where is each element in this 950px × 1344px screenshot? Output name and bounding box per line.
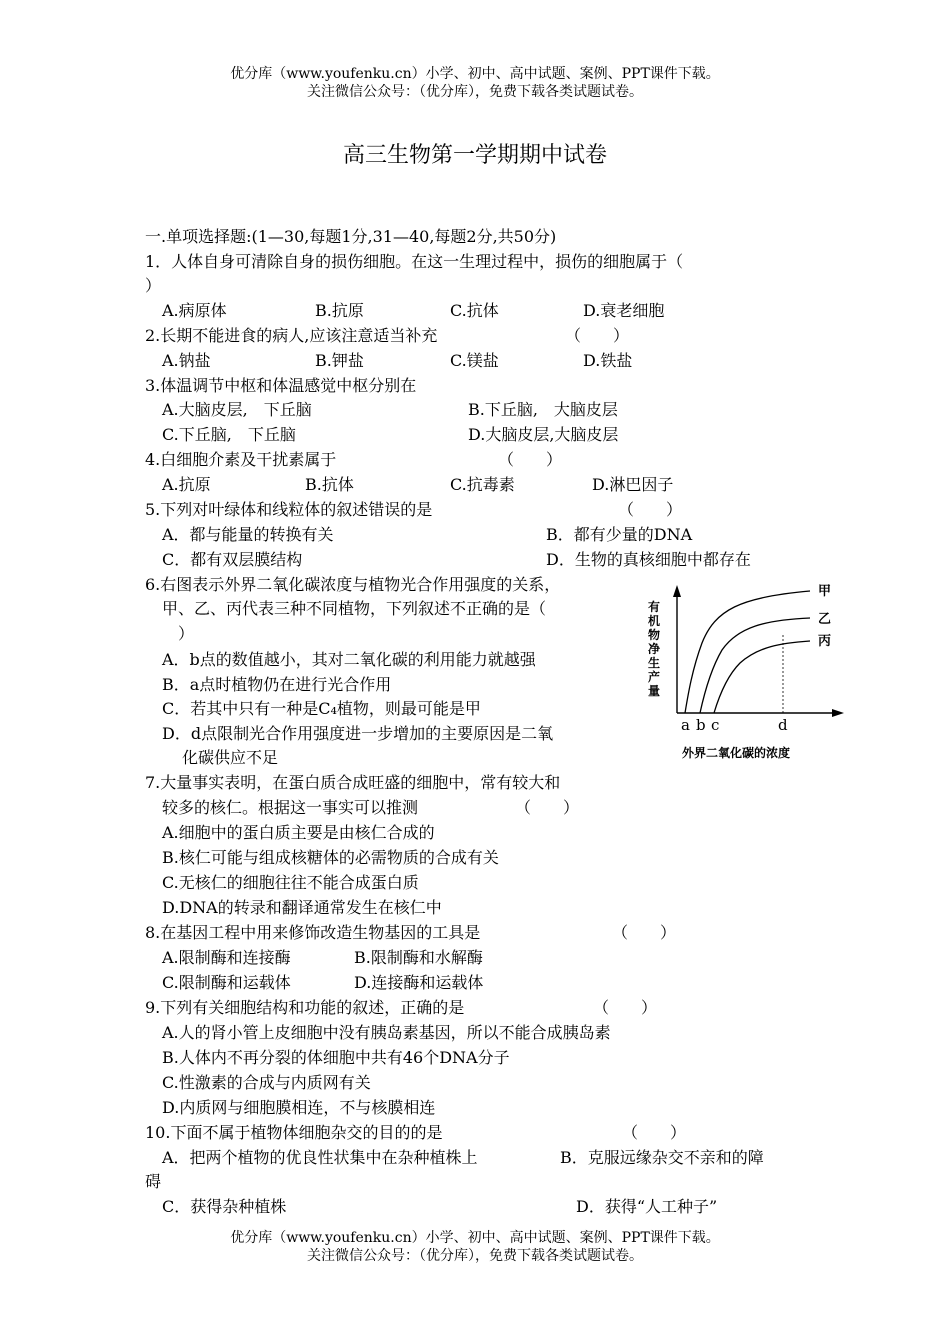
q10-option-c: C．获得杂种植株 <box>162 1197 287 1216</box>
q8-answer-paren: （ ） <box>612 923 677 942</box>
q7-option-a: A.细胞中的蛋白质主要是由核仁合成的 <box>162 823 435 842</box>
q4-option-c: C.抗毒素 <box>450 475 515 494</box>
q10-answer-paren: （ ） <box>622 1123 687 1142</box>
curve-yi <box>700 618 810 713</box>
q6-option-a: A．b点的数值越小，其对二氧化碳的利用能力就越强 <box>162 650 536 669</box>
x-tick-c: c <box>711 716 720 734</box>
q3-option-c: C.下丘脑, 下丘脑 <box>162 425 296 444</box>
figure-y-label-text <box>648 599 661 698</box>
header-line-2: 关注微信公众号：（优分库），免费下载各类试题试卷。 <box>307 84 643 100</box>
q9-answer-paren: （ ） <box>593 998 658 1017</box>
co2-photosynthesis-figure <box>640 575 850 765</box>
q2-stem: 2.长期不能进食的病人,应该注意适当补充 <box>145 326 438 345</box>
q10-stem: 10.下面不属于植物体细胞杂交的目的的是 <box>145 1123 443 1142</box>
q10-option-b-cont: 碍 <box>145 1172 162 1191</box>
figure-x-label: 外界二氧化碳的浓度 <box>682 746 791 760</box>
q1-option-d: D.衰老细胞 <box>583 301 665 320</box>
page-title: 高三生物第一学期期中试卷 <box>342 143 607 168</box>
q1-option-a: A.病原体 <box>162 301 227 320</box>
q6-stem-cont: 甲、乙、丙代表三种不同植物，下列叙述不正确的是（ <box>162 599 547 618</box>
curve-jia <box>685 591 810 713</box>
q9-option-d: D.内质网与细胞膜相连，不与核膜相连 <box>162 1098 436 1117</box>
q7-option-d: D.DNA的转录和翻译通常发生在核仁中 <box>162 898 442 917</box>
curve-label-bing: 丙 <box>818 634 832 649</box>
q8-stem: 8.在基因工程中用来修饰改造生物基因的工具是 <box>145 923 481 942</box>
q9-option-b: B.人体内不再分裂的体细胞中共有46个DNA分子 <box>162 1048 510 1067</box>
q5-option-d: D．生物的真核细胞中都存在 <box>546 550 751 569</box>
q6-option-d-cont: 化碳供应不足 <box>182 748 279 767</box>
figure-y-label-char: 有 <box>648 600 661 614</box>
q7-stem: 7.大量事实表明，在蛋白质合成旺盛的细胞中，常有较大和 <box>145 773 561 792</box>
x-tick-b: b <box>696 716 706 734</box>
q10-option-a: A．把两个植物的优良性状集中在杂种植株上 <box>162 1148 478 1167</box>
q6-stem-cont-2: ） <box>178 624 195 643</box>
q4-option-b: B.抗体 <box>305 475 354 494</box>
q5-option-c: C．都有双层膜结构 <box>162 550 303 569</box>
q10-option-d: D．获得“人工种子” <box>576 1197 718 1216</box>
curve-label-yi: 乙 <box>818 612 832 627</box>
q7-answer-paren: （ ） <box>515 798 580 817</box>
q9-option-c: C.性激素的合成与内质网有关 <box>162 1073 371 1092</box>
q2-option-c: C.镁盐 <box>450 351 499 370</box>
q6-stem: 6.右图表示外界二氧化碳浓度与植物光合作用强度的关系， <box>145 575 561 594</box>
q6-option-d: D．d点限制光合作用强度进一步增加的主要原因是二氧 <box>162 724 554 743</box>
q9-stem: 9.下列有关细胞结构和功能的叙述，正确的是 <box>145 998 465 1017</box>
q1-stem: 1．人体自身可清除自身的损伤细胞。在这一生理过程中，损伤的细胞属于（ <box>145 252 684 271</box>
q4-option-a: A.抗原 <box>162 475 211 494</box>
curve-bing <box>714 641 810 713</box>
figure-y-label-char: 净 <box>648 642 661 656</box>
figure-y-label-char: 量 <box>648 684 661 698</box>
q8-option-b: B.限制酶和水解酶 <box>354 948 483 967</box>
q7-stem-cont: 较多的核仁。根据这一事实可以推测 <box>162 798 419 817</box>
q9-option-a: A.人的肾小管上皮细胞中没有胰岛素基因，所以不能合成胰岛素 <box>162 1023 611 1042</box>
q2-answer-paren: （ ） <box>565 326 630 345</box>
q8-option-a: A.限制酶和连接酶 <box>162 948 291 967</box>
figure-y-label-char: 产 <box>648 670 661 684</box>
q1-option-b: B.抗原 <box>315 301 364 320</box>
q3-option-b: B.下丘脑, 大脑皮层 <box>468 400 618 419</box>
q5-answer-paren: （ ） <box>618 500 683 519</box>
x-tick-d: d <box>778 716 788 734</box>
footer-line-1: 优分库（www.youfenku.cn）小学、初中、高中试题、案例、PPT课件下载。 <box>230 1230 720 1246</box>
curve-label-jia: 甲 <box>818 584 832 599</box>
q3-option-a: A.大脑皮层, 下丘脑 <box>162 400 312 419</box>
q8-option-d: D.连接酶和运载体 <box>354 973 484 992</box>
figure-y-label-char: 生 <box>648 656 661 670</box>
figure-y-label-char: 机 <box>648 614 661 628</box>
q1-stem-cont: ） <box>145 276 162 295</box>
figure-y-axis-arrow <box>673 585 681 597</box>
figure-y-label-char: 物 <box>648 628 661 642</box>
footer-line-2: 关注微信公众号：（优分库），免费下载各类试题试卷。 <box>307 1248 643 1264</box>
q1-option-c: C.抗体 <box>450 301 499 320</box>
q6-option-c: C．若其中只有一种是C₄植物，则最可能是甲 <box>162 699 481 718</box>
q5-option-b: B．都有少量的DNA <box>546 525 693 544</box>
q4-option-d: D.淋巴因子 <box>592 475 674 494</box>
q8-option-c: C.限制酶和运载体 <box>162 973 291 992</box>
q3-stem: 3.体温调节中枢和体温感觉中枢分别在 <box>145 376 417 395</box>
q2-option-a: A.钠盐 <box>162 351 211 370</box>
x-tick-a: a <box>681 716 690 734</box>
q5-option-a: A．都与能量的转换有关 <box>162 525 334 544</box>
q5-stem: 5.下列对叶绿体和线粒体的叙述错误的是 <box>145 500 433 519</box>
figure-y-label <box>648 599 661 698</box>
figure-x-axis-arrow <box>832 709 844 717</box>
q7-option-b: B.核仁可能与组成核糖体的必需物质的合成有关 <box>162 848 499 867</box>
q2-option-b: B.钾盐 <box>315 351 364 370</box>
q3-option-d: D.大脑皮层,大脑皮层 <box>468 425 619 444</box>
q4-answer-paren: （ ） <box>498 450 563 469</box>
q10-option-b: B．克服远缘杂交不亲和的障 <box>560 1148 764 1167</box>
q6-option-b: B．a点时植物仍在进行光合作用 <box>162 675 392 694</box>
q2-option-d: D.铁盐 <box>583 351 633 370</box>
header-line-1: 优分库（www.youfenku.cn）小学、初中、高中试题、案例、PPT课件下载。 <box>230 66 720 82</box>
section-heading: 一.单项选择题:(1—30,每题1分,31—40,每题2分,共50分) <box>145 227 557 246</box>
q7-option-c: C.无核仁的细胞往往不能合成蛋白质 <box>162 873 419 892</box>
q4-stem: 4.白细胞介素及干扰素属于 <box>145 450 337 469</box>
